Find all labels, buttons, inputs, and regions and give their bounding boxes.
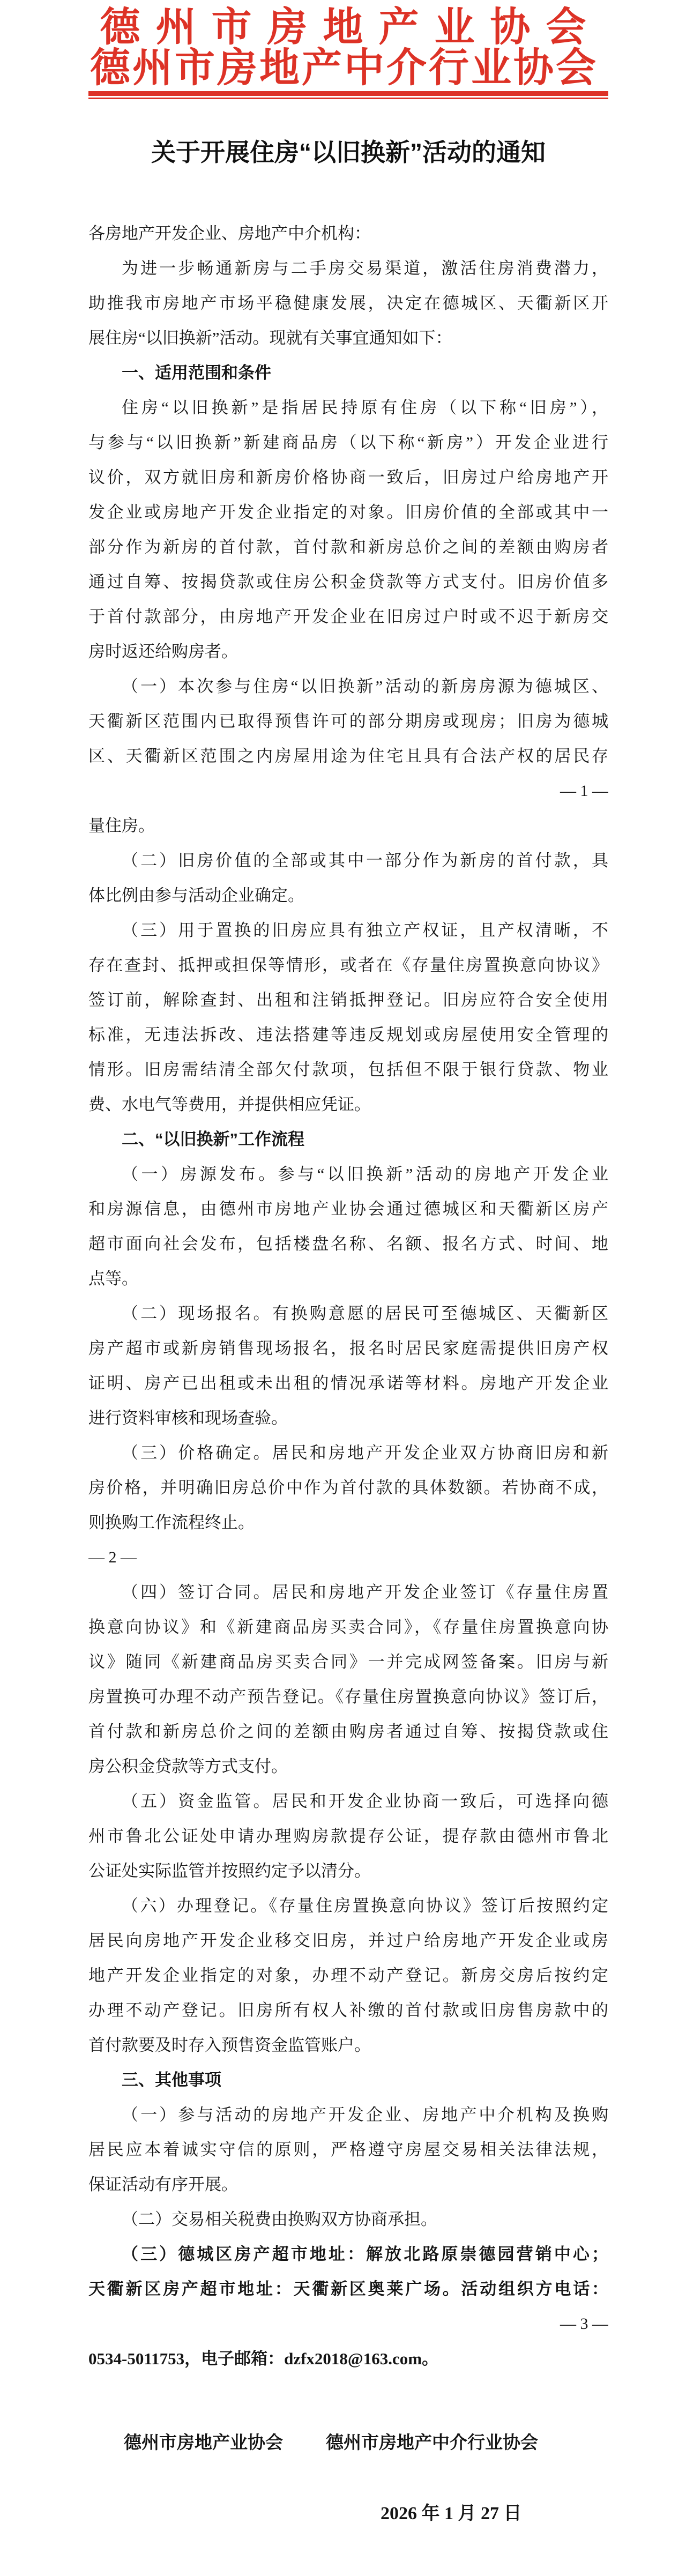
- document-line: （三）德城区房产超市地址：解放北路原崇德园营销中心；: [122, 2245, 608, 2264]
- document-line: （一）本次参与住房“以旧换新”活动的新房房源为德城区、: [122, 677, 608, 696]
- document-line: （二）旧房价值的全部或其中一部分作为新房的首付款，具: [122, 851, 608, 870]
- document-line: 发企业或房地产开发企业指定的对象。旧房价值的全部或其中一: [88, 503, 608, 522]
- document-line: 首付款要及时存入预售资金监管账户。: [88, 2036, 371, 2054]
- document-line: （三）用于置换的旧房应具有独立产权证，且产权清晰，不: [122, 921, 608, 940]
- letterhead-divider-rule: [88, 91, 608, 99]
- document-line: 议价，双方就旧房和新房价格协商一致后，旧房过户给房地产开: [88, 468, 608, 487]
- document-line: 进行资料审核和现场查验。: [88, 1409, 288, 1427]
- document-line: 展住房“以旧换新”活动。现就有关事宜通知如下：: [88, 329, 452, 347]
- document-line: 通过自筹、按揭贷款或住房公积金贷款等方式支付。旧房价值多: [88, 572, 608, 591]
- document-line: 则换购工作流程终止。: [88, 1513, 255, 1532]
- document-line: 三、其他事项: [122, 2071, 221, 2089]
- document-line: 0534-5011753，电子邮箱：dzfx2018@163.com。: [88, 2349, 439, 2368]
- document-line: 首付款和新房总价之间的差额由购房者通过自筹、按揭贷款或住: [88, 1722, 608, 1741]
- document-line: 为进一步畅通新房与二手房交易渠道，激活住房消费潜力，: [122, 259, 608, 278]
- document-line: 州市鲁北公证处申请办理购房款提存公证，提存款由德州市鲁北: [88, 1827, 608, 1845]
- document-line: 部分作为新房的首付款，首付款和新房总价之间的差额由购房者: [88, 538, 608, 556]
- document-line: 议》随同《新建商品房买卖合同》一并完成网签备案。旧房与新: [88, 1652, 608, 1671]
- document-line: 一、适用范围和条件: [122, 363, 271, 382]
- document-line: 房时返还给购房者。: [88, 642, 238, 661]
- page-number: — 3 —: [560, 2315, 608, 2333]
- document-line: 房公积金贷款等方式支付。: [88, 1757, 288, 1776]
- document-body: [88, 216, 608, 2376]
- letterhead-org-line-2: 德州市房地产中介行业协会: [90, 45, 598, 90]
- document-line: 地产开发企业指定的对象，办理不动产登记。新房交房后按约定: [88, 1966, 608, 1985]
- document-line: （二）交易相关税费由换购双方协商承担。: [122, 2210, 437, 2229]
- document-line: 助推我市房地产市场平稳健康发展，决定在德城区、天衢新区开: [88, 294, 608, 312]
- document-line: 与参与“以旧换新”新建商品房（以下称“新房”）开发企业进行: [88, 433, 608, 452]
- document-line: （二）现场报名。有换购意愿的居民可至德城区、天衢新区: [122, 1304, 608, 1323]
- document-line: 二、“以旧换新”工作流程: [122, 1130, 304, 1149]
- letterhead: [0, 0, 686, 88]
- page-number: — 2 —: [88, 1548, 137, 1566]
- page-title: 关于开展住房“以旧换新”活动的通知: [151, 138, 546, 166]
- document-line: 公证处实际监管并按照约定予以清分。: [88, 1862, 371, 1880]
- document-line: 房价格，并明确旧房总价中作为首付款的具体数额。若协商不成，: [88, 1478, 608, 1497]
- document-line: 居民应本着诚实守信的原则，严格遵守房屋交易相关法律法规，: [88, 2140, 608, 2159]
- signature-date: 2026 年 1 月 27 日: [381, 2504, 522, 2523]
- signature-line: [88, 2430, 608, 2456]
- document-line: 超市面向社会发布，包括楼盘名称、名额、报名方式、时间、地: [88, 1234, 608, 1253]
- signature-org-left: 德州市房地产业协会: [124, 2433, 283, 2453]
- document-line: （三）价格确定。居民和房地产开发企业双方协商旧房和新: [122, 1443, 608, 1462]
- document-line: 和房源信息，由德州市房地产业协会通过德城区和天衢新区房产: [88, 1200, 608, 1218]
- document-line: （一）房源发布。参与“以旧换新”活动的房地产开发企业: [122, 1165, 608, 1183]
- document-line: （五）资金监管。居民和开发企业协商一致后，可选择向德: [122, 1792, 608, 1811]
- document-line: 房产超市或新房销售现场报名，报名时居民家庭需提供旧房产权: [88, 1339, 608, 1358]
- document-line: 保证活动有序开展。: [88, 2175, 238, 2194]
- document-line: 居民向房地产开发企业移交旧房，并过户给房地产开发企业或房: [88, 1931, 608, 1950]
- letterhead-org-line-1: 德州市房地产业协会: [100, 4, 602, 49]
- document-line: 办理不动产登记。旧房所有权人补缴的首付款或旧房售房款中的: [88, 2001, 608, 2020]
- document-line: 各房地产开发企业、房地产中介机构：: [88, 224, 371, 243]
- document-line: 标准，无违法拆改、违法搭建等违反规划或房屋使用安全管理的: [88, 1025, 608, 1044]
- document-line: 量住房。: [88, 816, 155, 835]
- document-line: 情形。旧房需结清全部欠付款项，包括但不限于银行贷款、物业: [88, 1060, 608, 1079]
- document-line: （一）参与活动的房地产开发企业、房地产中介机构及换购: [122, 2105, 608, 2124]
- document-line: 房置换可办理不动产预告登记。《存量住房置换意向协议》签订后，: [88, 1687, 608, 1706]
- document-line: 住房“以旧换新”是指居民持原有住房（以下称“旧房”），: [122, 398, 608, 417]
- document-line: 点等。: [88, 1269, 138, 1288]
- document-line: 签订前，解除查封、出租和注销抵押登记。旧房应符合安全使用: [88, 991, 608, 1009]
- document-line: 换意向协议》和《新建商品房买卖合同》，《存量住房置换意向协: [88, 1618, 608, 1636]
- document-line: （四）签订合同。居民和房地产开发企业签订《存量住房置: [122, 1583, 608, 1602]
- document-line: 费、水电气等费用，并提供相应凭证。: [88, 1095, 371, 1114]
- signature-org-right: 德州市房地产中介行业协会: [326, 2433, 538, 2453]
- document-line: 体比例由参与活动企业确定。: [88, 886, 304, 905]
- page-number: — 1 —: [560, 782, 608, 800]
- document-line: 证明、房产已出租或未出租的情况承诺等材料。房地产开发企业: [88, 1374, 608, 1393]
- document-line: 于首付款部分，由房地产开发企业在旧房过户时或不迟于新房交: [88, 607, 608, 626]
- document-line: 天衢新区范围内已取得预售许可的部分期房或现房；旧房为德城: [88, 712, 608, 731]
- document-line: 存在查封、抵押或担保等情形，或者在《存量住房置换意向协议》: [88, 956, 608, 974]
- document-line: 天衢新区房产超市地址：天衢新区奥莱广场。活动组织方电话：: [88, 2280, 608, 2298]
- document-line: 区、天衢新区范围之内房屋用途为住宅且具有合法产权的居民存: [88, 747, 608, 765]
- document-line: （六）办理登记。《存量住房置换意向协议》签订后按照约定: [122, 1896, 608, 1915]
